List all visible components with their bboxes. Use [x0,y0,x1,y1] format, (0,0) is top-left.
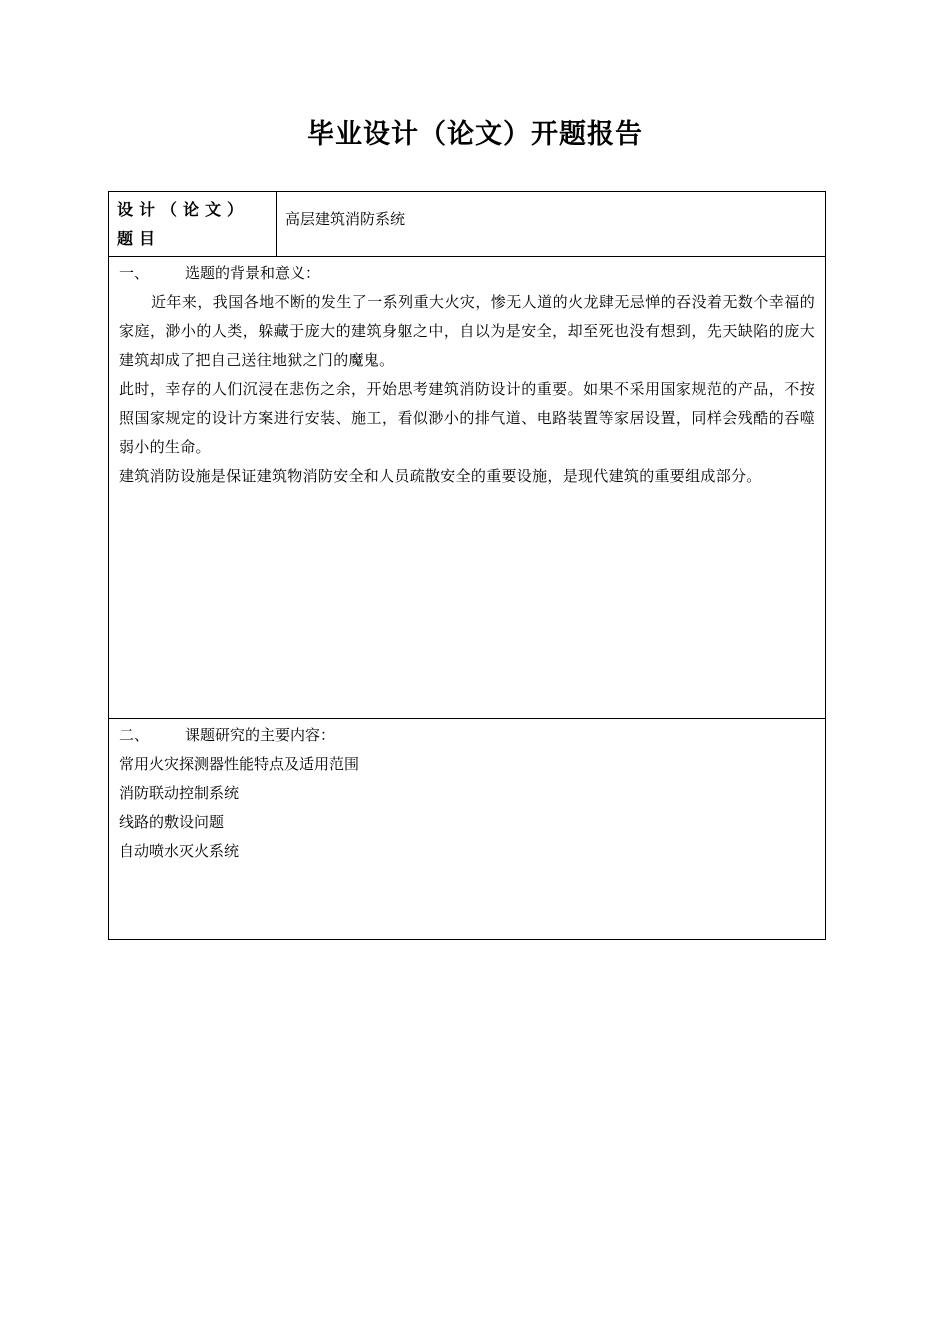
list-item: 线路的敷设问题 [119,813,225,831]
list-item: 自动喷水灭火系统 [119,842,240,860]
section-number: 二、 [119,726,150,744]
section-heading [119,721,815,750]
list-item: 常用火灾探测器性能特点及适用范围 [119,755,360,773]
list-item: 消防联动控制系统 [119,784,240,802]
section-number: 一、 [119,264,150,282]
section-heading-text: 选题的背景和意义： [185,264,321,282]
background-section [109,257,825,719]
section-heading-text: 课题研究的主要内容： [185,726,336,744]
report-table [108,191,826,940]
section-heading [119,259,815,288]
page-title: 毕业设计（论文）开题报告 [307,119,643,150]
paragraph: 此时，幸存的人们沉浸在悲伤之余，开始思考建筑消防设计的重要。如果不采用国家规范的产品，不按照国家规定的设计方案进行安装、施工，看似渺小的排气道、电路装置等家居设置，同样会残酷的吞噬弱小的生命。 [119,380,815,456]
topic-row [109,192,825,257]
topic-label: 设计（论文）题目 [109,192,277,256]
content-section [109,719,825,939]
paragraph: 近年来，我国各地不断的发生了一系列重大火灾，惨无人道的火龙肆无忌惮的吞没着无数个幸福的家庭，渺小的人类，躲藏于庞大的建筑身躯之中，自以为是安全，却至死也没有想到，先天缺陷的庞大建筑却成了把自己送往地狱之门的魔鬼。 [119,293,815,369]
paragraph: 建筑消防设施是保证建筑物消防安全和人员疏散安全的重要设施，是现代建筑的重要组成部分。 [119,467,762,485]
topic-value: 高层建筑消防系统 [285,210,406,228]
